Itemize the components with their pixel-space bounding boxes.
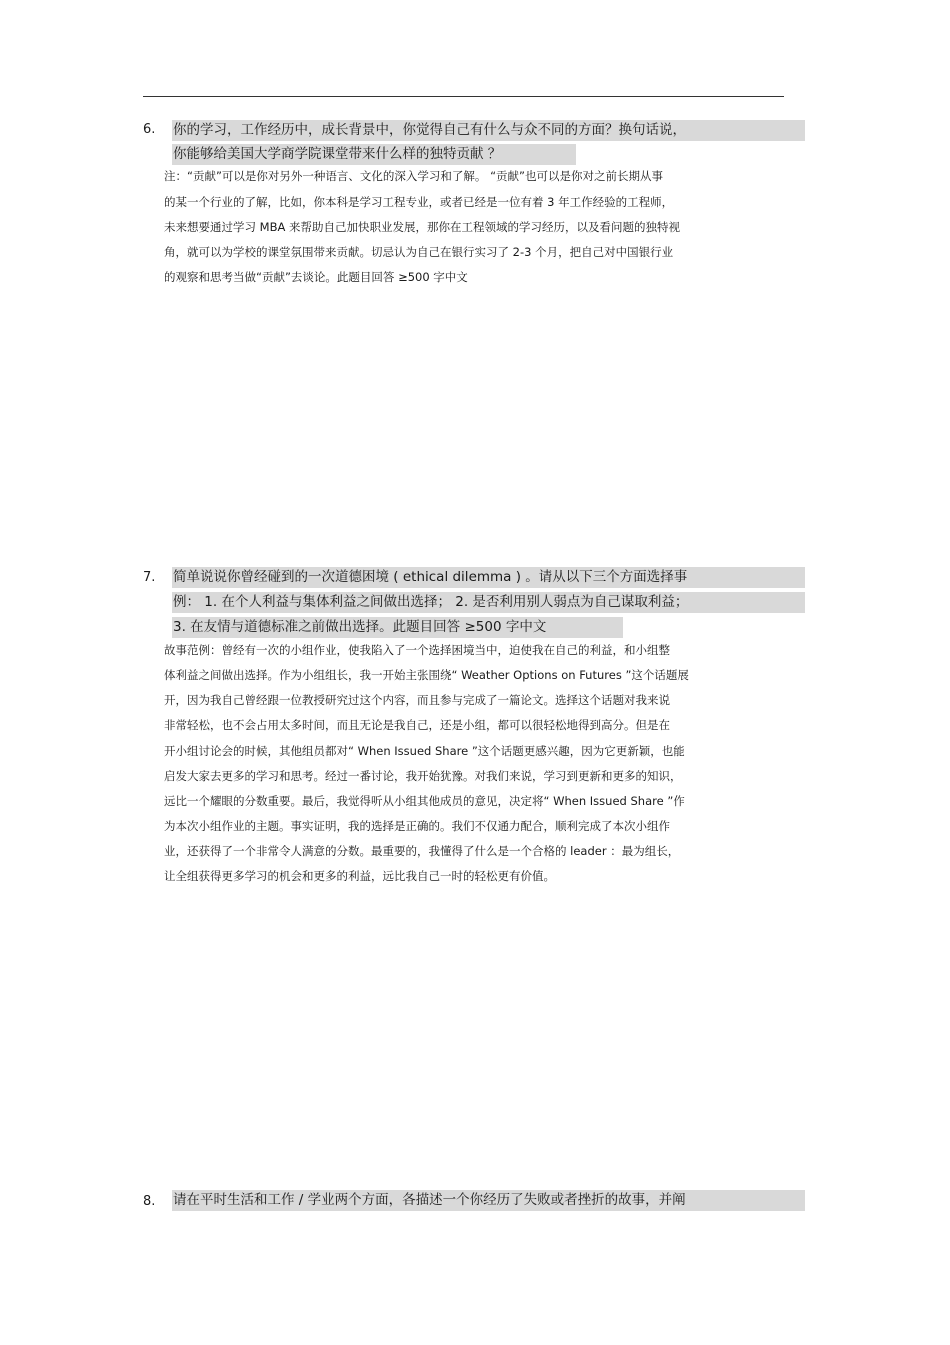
question-7-note-8: 为本次小组作业的主题。事实证明，我的选择是正确的。我们不仅通力配合，顺利完成了本次小组作 xyxy=(164,819,670,833)
question-7-line-3: 3. 在友情与道德标准之前做出选择。此题目回答 ≥500 字中文 xyxy=(172,617,623,638)
question-7-line-1: 简单说说你曾经碰到的一次道德困境 ( ethical dilemma ) 。请从以下三个方面选择事 xyxy=(172,567,805,588)
question-6-note-5: 的观察和思考当做“贡献”去谈论。此题目回答 ≥500 字中文 xyxy=(164,270,468,284)
question-6-line-2: 你能够给美国大学商学院课堂带来什么样的独特贡献 ？ xyxy=(172,144,576,165)
question-6-note-2: 的某一个行业的了解，比如，你本科是学习工程专业，或者已经是一位有着 3 年工作经验的工程师， xyxy=(164,195,674,209)
question-6-number: 6. xyxy=(143,122,156,137)
question-7-line-2: 例： 1. 在个人利益与集体利益之间做出选择； 2. 是否利用别人弱点为自己谋取利益； xyxy=(172,592,805,613)
question-8-number: 8. xyxy=(143,1194,156,1209)
question-7-note-2: 体利益之间做出选择。作为小组组长，我一开始主张围绕“ Weather Options on Futures ”这个话题展 xyxy=(164,668,689,682)
header-rule xyxy=(143,96,784,97)
question-7-note-6: 启发大家去更多的学习和思考。经过一番讨论，我开始犹豫。对我们来说，学习到更新和更多的知识， xyxy=(164,769,682,783)
question-7-note-5: 开小组讨论会的时候，其他组员都对“ When Issued Share ”这个话题更感兴趣，因为它更新颖，也能 xyxy=(164,744,685,758)
question-6-note-4: 角，就可以为学校的课堂氛围带来贡献。切忌认为自己在银行实习了 2-3 个月，把自己对中国银行业 xyxy=(164,245,674,259)
question-7-note-7: 远比一个耀眼的分数重要。最后，我觉得听从小组其他成员的意见，决定将“ When Issued Share ”作 xyxy=(164,794,685,808)
question-7-number: 7. xyxy=(143,570,156,585)
question-7-note-4: 非常轻松，也不会占用太多时间，而且无论是我自己，还是小组，都可以很轻松地得到高分。但是在 xyxy=(164,718,670,732)
question-6-note-3: 未来想要通过学习 MBA 来帮助自己加快职业发展，那你在工程领域的学习经历，以及看问题的独特视 xyxy=(164,220,680,234)
question-6-line-1: 你的学习，工作经历中，成长背景中，你觉得自己有什么与众不同的方面？换句话说， xyxy=(172,120,805,141)
question-7-note-3: 开，因为我自己曾经跟一位教授研究过这个内容，而且参与完成了一篇论文。选择这个话题对我来说 xyxy=(164,693,670,707)
question-7-note-1: 故事范例：曾经有一次的小组作业，使我陷入了一个选择困境当中，迫使我在自己的利益，和小组整 xyxy=(164,643,670,657)
question-7-note-10: 让全组获得更多学习的机会和更多的利益，远比我自己一时的轻松更有价值。 xyxy=(164,869,555,883)
question-6-note-1: 注：“贡献”可以是你对另外一种语言、文化的深入学习和了解。 “贡献”也可以是你对之前长期从事 xyxy=(164,169,663,183)
question-8-line-1: 请在平时生活和工作 / 学业两个方面，各描述一个你经历了失败或者挫折的故事，并阐 xyxy=(172,1190,805,1211)
question-7-note-9: 业，还获得了一个非常令人满意的分数。最重要的，我懂得了什么是一个合格的 leader ：最为组长， xyxy=(164,844,680,858)
